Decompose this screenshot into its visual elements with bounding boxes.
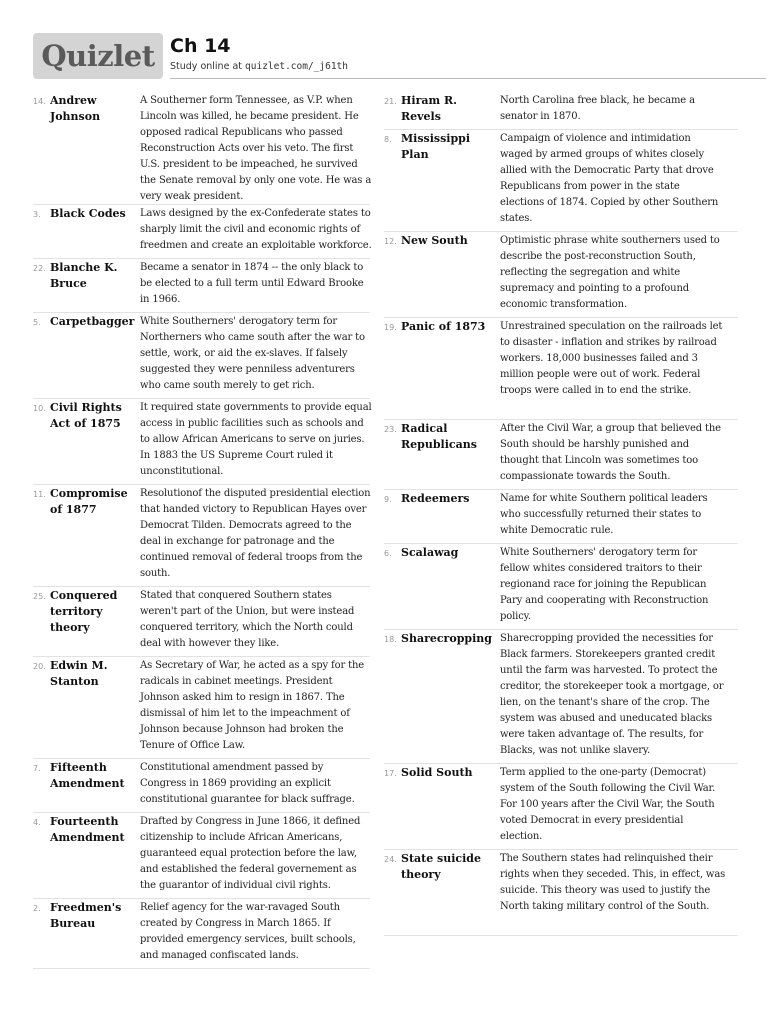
card-number: 3. bbox=[33, 210, 41, 219]
card-definition: It required state governments to provide equal access in public facilities such as schools and to allow African Americans to serve on juries. In 1883 the US Supreme Court ruled it unconstitutional. bbox=[140, 402, 372, 477]
card-definition: As Secretary of War, he acted as a spy for the radicals in cabinet meetings. President Johnson asked him to resign in 1867. The dismissal of him let to the impeachment of Johnson because Johnson had broken the Tenure of Office Law. bbox=[140, 660, 365, 751]
card bbox=[384, 544, 738, 630]
card-term: Redeemers bbox=[401, 492, 470, 505]
header-divider bbox=[170, 78, 766, 79]
card-number: 22. bbox=[33, 264, 46, 273]
card-term: Conquered territory theory bbox=[50, 589, 118, 634]
card-definition: The Southern states had relinquished their rights when they seceded. This, in effect, was suicide. This theory was used to justify the North taking military control of the South. bbox=[500, 853, 726, 912]
card-term: Sharecropping bbox=[401, 632, 492, 645]
card bbox=[384, 232, 738, 318]
card bbox=[384, 490, 738, 544]
card-number: 23. bbox=[384, 425, 397, 434]
card-term: Hiram R. Revels bbox=[401, 94, 457, 123]
page-title: Ch 14 bbox=[170, 35, 231, 57]
card-number: 24. bbox=[384, 855, 397, 864]
card bbox=[33, 813, 370, 899]
card bbox=[33, 205, 370, 259]
card-number: 21. bbox=[384, 97, 397, 106]
card-number: 8. bbox=[384, 135, 392, 144]
card bbox=[33, 485, 370, 587]
card bbox=[384, 92, 738, 130]
card-number: 25. bbox=[33, 592, 46, 601]
card-definition: A Southerner form Tennessee, as V.P. when Lincoln was killed, he became president. He opposed radical Republicans who passed Reconstruction Acts over his veto. The first U.S. president to be impeached, he survived the Senate removal by only one vote. He was a very weak president. bbox=[140, 95, 372, 202]
card-definition: Name for white Southern political leaders who successfully returned their states to white Democratic rule. bbox=[500, 493, 708, 536]
card-definition: North Carolina free black, he became a senator in 1870. bbox=[500, 95, 695, 122]
card-definition: Became a senator in 1874 -- the only black to be elected to a full term until Edward Brooke in 1966. bbox=[140, 262, 364, 305]
card-number: 9. bbox=[384, 495, 392, 504]
card-term: Fourteenth Amendment bbox=[50, 815, 125, 844]
card bbox=[33, 399, 370, 485]
quizlet-logo[interactable]: Quizlet bbox=[33, 33, 163, 79]
card bbox=[384, 850, 738, 936]
card-number: 12. bbox=[384, 237, 397, 246]
card-number: 5. bbox=[33, 318, 41, 327]
left-column bbox=[33, 92, 370, 969]
card-term: Civil Rights Act of 1875 bbox=[50, 401, 122, 430]
card-term: Black Codes bbox=[50, 207, 126, 220]
card bbox=[384, 130, 738, 232]
card-number: 10. bbox=[33, 404, 46, 413]
card-number: 14. bbox=[33, 97, 46, 106]
card-term: Mississippi Plan bbox=[401, 132, 471, 161]
card-definition: Relief agency for the war-ravaged South created by Congress in March 1865. If provided emergency services, built schools, and managed confiscated lands. bbox=[140, 902, 356, 961]
card bbox=[33, 759, 370, 813]
card-term: New South bbox=[401, 234, 468, 247]
card-number: 2. bbox=[33, 904, 41, 913]
card-definition: Laws designed by the ex-Confederate states to sharply limit the civil and economic rights of freedmen and create an exploitable workforce. bbox=[140, 208, 372, 251]
card bbox=[33, 259, 370, 313]
card-number: 18. bbox=[384, 635, 397, 644]
card-term: Solid South bbox=[401, 766, 473, 779]
card-number: 6. bbox=[384, 549, 392, 558]
card-term: Compromise of 1877 bbox=[50, 487, 128, 516]
card-definition: Term applied to the one-party (Democrat) system of the South following the Civil War. For 100 years after the Civil War, the South voted Democrat in every presidential election. bbox=[500, 767, 716, 842]
card bbox=[33, 313, 370, 399]
right-column bbox=[384, 92, 738, 936]
study-online-label: Study online at bbox=[170, 61, 242, 72]
card bbox=[384, 420, 738, 490]
card-term: State suicide theory bbox=[401, 852, 481, 881]
card-term: Edwin M. Stanton bbox=[50, 659, 108, 688]
card-number: 19. bbox=[384, 323, 397, 332]
card-term: Andrew Johnson bbox=[50, 94, 101, 123]
card-term: Scalawag bbox=[401, 546, 459, 559]
card-term: Freedmen's Bureau bbox=[50, 901, 122, 930]
card bbox=[33, 657, 370, 759]
card-number: 11. bbox=[33, 490, 46, 499]
card bbox=[384, 318, 738, 420]
study-online-url[interactable]: quizlet.com/_j61th bbox=[245, 61, 348, 72]
card bbox=[33, 587, 370, 657]
card-number: 20. bbox=[33, 662, 46, 671]
header bbox=[33, 33, 765, 79]
card bbox=[384, 764, 738, 850]
card bbox=[33, 92, 370, 205]
card-definition: White Southerners' derogatory term for Northerners who came south after the war to settle, work, or aid the ex-slaves. If falsely suggested they were penniless adventurers who came south merely to get rich. bbox=[140, 316, 365, 391]
card-term: Panic of 1873 bbox=[401, 320, 486, 333]
card bbox=[384, 630, 738, 764]
card-term: Blanche K. Bruce bbox=[50, 261, 118, 290]
card-definition: Campaign of violence and intimidation waged by armed groups of whites closely allied with the Democratic Party that drove Republicans from power in the state elections of 1874. Copied by other Southern states. bbox=[500, 133, 719, 224]
card-definition: Stated that conquered Southern states weren't part of the Union, but were instead conquered territory, which the North could deal with however they like. bbox=[140, 590, 355, 649]
card bbox=[33, 899, 370, 969]
card-term: Fifteenth Amendment bbox=[50, 761, 125, 790]
card-number: 17. bbox=[384, 769, 397, 778]
study-online-line bbox=[170, 61, 348, 72]
card-definition: Optimistic phrase white southerners used to describe the post-reconstruction South, reflecting the segregation and white supremacy and pointing to a profound economic transformation. bbox=[500, 235, 720, 310]
card-definition: Constitutional amendment passed by Congress in 1869 providing an explicit constitutional guarantee for black suffrage. bbox=[140, 762, 355, 805]
card-definition: After the Civil War, a group that believed the South should be harshly punished and thought that Lincoln was sometimes too compassionate towards the South. bbox=[500, 423, 721, 482]
card-definition: Sharecropping provided the necessities for Black farmers. Storekeepers granted credit until the farm was harvested. To protect the creditor, the storekeeper took a mortgage, or lien, on the tenant's share of the crop. The system was abused and uneducated blacks were taken advantage of. The results, for Blacks, was not unlike slavery. bbox=[500, 633, 724, 756]
card-number: 7. bbox=[33, 764, 41, 773]
card-term: Carpetbagger bbox=[50, 315, 135, 328]
card-definition: Drafted by Congress in June 1866, it defined citizenship to include African Americans, guaranteed equal protection before the law, and established the federal governement as the guarantor of individual civil rights. bbox=[140, 816, 361, 891]
card-number: 4. bbox=[33, 818, 41, 827]
card-term: Radical Republicans bbox=[401, 422, 477, 451]
card-definition: White Southerners' derogatory term for fellow whites considered traitors to their regionand race for joining the Republican Pary and cooperating with Reconstruction policy. bbox=[500, 547, 709, 622]
card-definition: Unrestrained speculation on the railroads let to disaster - inflation and strikes by railroad workers. 18,000 businesses failed and 3 million people were out of work. Federal troops were called in to end the strike. bbox=[500, 321, 723, 396]
card-definition: Resolutionof the disputed presidential election that handed victory to Republican Hayes over Democrat Tilden. Democrats agreed to the deal in exchange for patronage and the continued removal of federal troops from the south. bbox=[140, 488, 371, 579]
